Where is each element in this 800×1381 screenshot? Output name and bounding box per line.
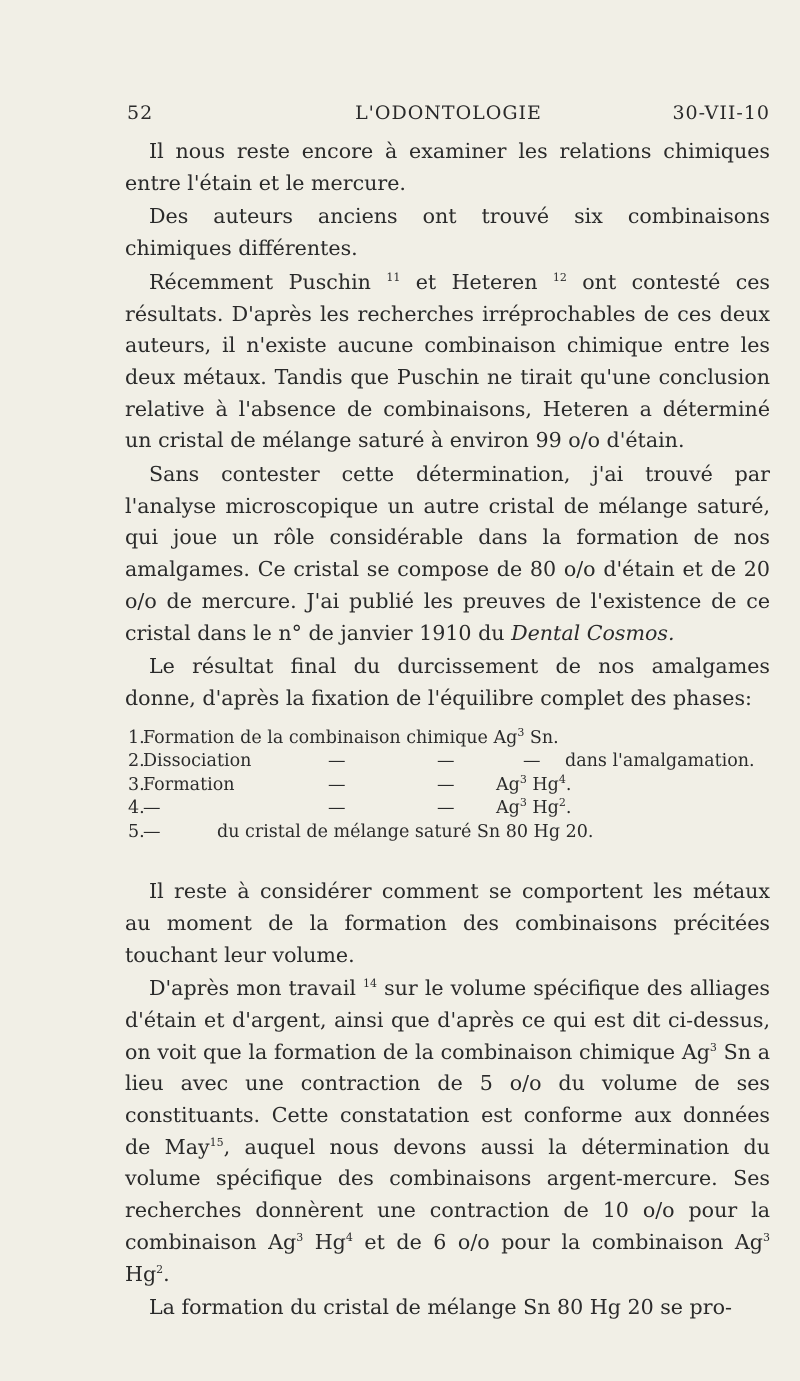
footnote-ref: 11 bbox=[386, 270, 401, 284]
list-item: 4. — — — Ag$^3$ Hg$^2$. bbox=[128, 796, 572, 819]
body-text bbox=[125, 136, 770, 1324]
paragraph: D'après mon travail $^{14}$ sur le volume spécifique des alliages d'étain et d'argent, ainsi que d'après ce qui est dit ci-dessus, on voit que la formation de la combinaison chimique Ag$^3$ Sn a lieu avec une contraction de 5 o/o du volume de ses constituants. Cette constatation est conforme aux données de May$^{15}$, auquel nous devons aussi la détermination du volume spécifique des combinaisons argent-mercure. Ses recherches donnèrent une contraction de 10 o/o pour la combinaison Ag$^3$ Hg$^4$ et de 6 o/o pour la combinaison Ag$^3$ Hg$^2$. bbox=[125, 976, 770, 1286]
list-item: 3. Formation — — Ag$^3$ Hg$^4$. bbox=[128, 772, 572, 795]
paragraph: La formation du cristal de mélange Sn 80 Hg 20 se pro- bbox=[149, 1295, 732, 1320]
journal-name-italic: Dental Cosmos. bbox=[511, 620, 675, 645]
phase-list bbox=[125, 727, 770, 845]
paragraph: Des auteurs anciens ont trouvé six combinaisons chimiques différentes. bbox=[125, 204, 770, 261]
paragraph: Récemment Puschin $^{11}$ et Heteren $^{12}$ ont contesté ces résultats. D'après les recherches irréprochables de ces deux auteurs, il n'existe aucune combinaison chimique entre les deux métaux. Tandis que Puschin ne tirait qu'une conclusion relative à l'absence de combinaisons, Heteren a déterminé un cristal de mélange saturé à environ 99 o/o d'étain. bbox=[125, 269, 770, 453]
issue-date: 30-VII-10 bbox=[672, 102, 770, 124]
paragraph: Il reste à considérer comment se comportent les métaux au moment de la formation des combinaisons précitées touchant leur volume. bbox=[125, 879, 770, 967]
list-item: 5. — du cristal de mélange saturé Sn 80 Hg 20. bbox=[128, 821, 594, 842]
page-number: 52 bbox=[127, 102, 154, 124]
paragraph: Sans contester cette détermination, j'ai trouvé par l'analyse microscopique un autre cristal de mélange saturé, qui joue un rôle considérable dans la formation de nos amalgames. Ce cristal se compose de 80 o/o d'étain et de 20 o/o de mercure. J'ai publié les preuves de l'existence de ce cristal dans le n° de janvier 1910 du Dental Cosmos. bbox=[125, 462, 770, 645]
paragraph: Le résultat final du durcissement de nos amalgames donne, d'après la fixation de l'équilibre complet des phases: bbox=[125, 654, 770, 710]
list-item: 2. Dissociation — — — dans l'amalgamation. bbox=[128, 751, 755, 772]
footnote-ref: 14 bbox=[363, 977, 378, 991]
journal-title: L'ODONTOLOGIE bbox=[355, 102, 542, 124]
footnote-ref: 15 bbox=[209, 1135, 224, 1149]
paragraph: Il nous reste encore à examiner les relations chimiques entre l'étain et le mercure. bbox=[125, 139, 770, 195]
list-item: 1. Formation de la combinaison chimique Ag$^3$ Sn. bbox=[128, 725, 559, 748]
footnote-ref: 12 bbox=[552, 270, 567, 284]
